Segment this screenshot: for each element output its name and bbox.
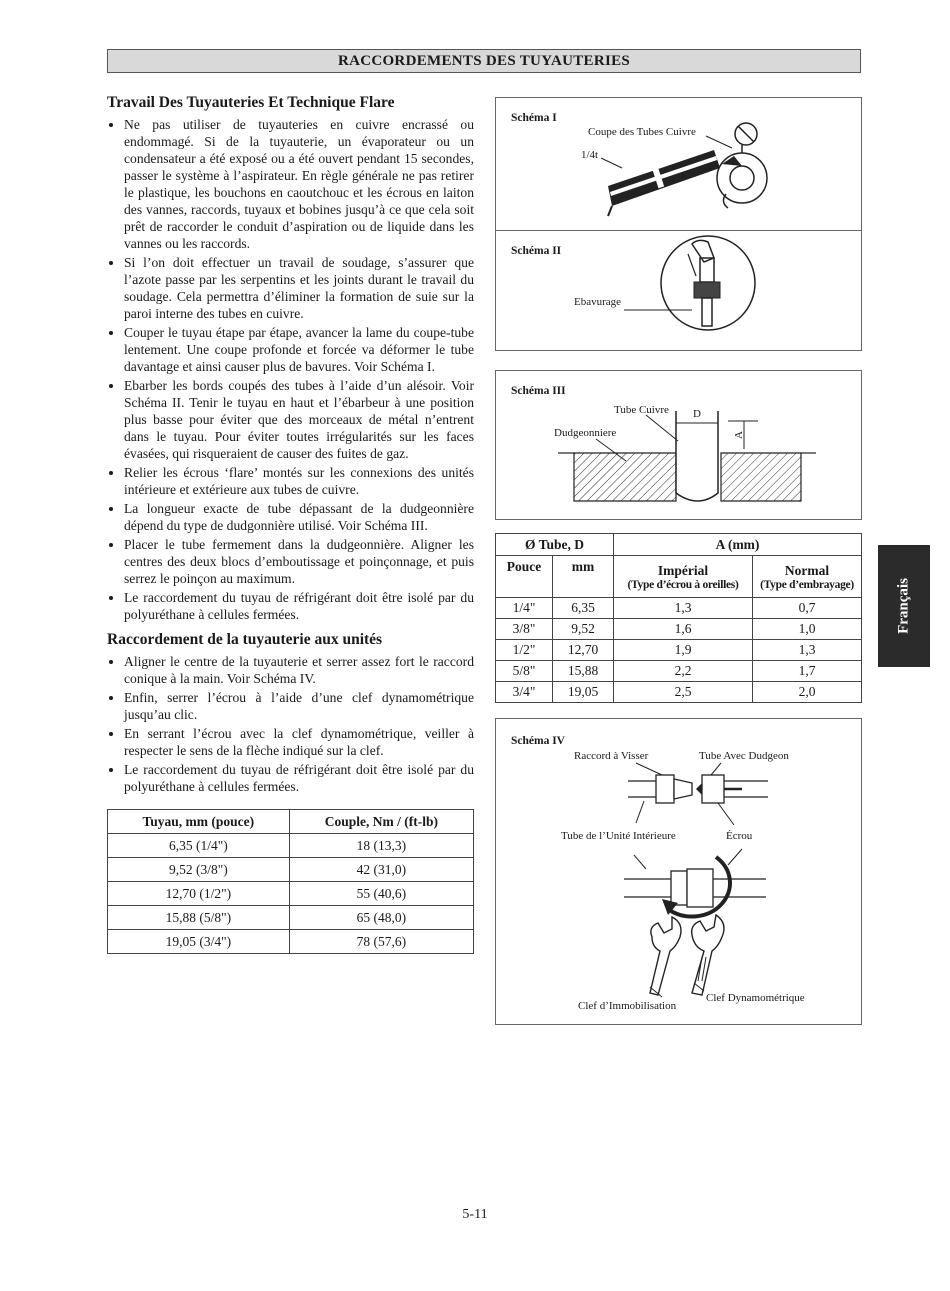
imperial-label: Impérial [657, 562, 709, 578]
table-cell: 3/4" [496, 682, 553, 703]
list-item: • En serrant l’écrou avec la clef dynamométrique, veiller à respecter le sens de la flèche indiqué sur la clef. [124, 725, 474, 759]
label-dimension-a: A [733, 431, 745, 439]
table-cell: 15,88 [553, 661, 614, 682]
list-item: • Relier les écrous ‘flare’ montés sur les connexions des unités intérieure et extérieure aux tubes de cuivre. [124, 464, 474, 498]
table-cell: 1/4" [496, 598, 553, 619]
label-deburr: Ebavurage [574, 296, 622, 308]
list-item: • Ne pas utiliser de tuyauteries en cuivre encrassé ou endommagé. Si de la tuyauterie, un évaporateur ou un condensateur a été exposé ou a été ouvert pendant 15 secondes, passer le système à l’aspirateur. En règle générale ne pas retirer le plastique, les bouchons en caoutchouc et les écrous en laiton des vannes, raccords, tuyaux et bobines jusqu’à ce que cela soit prêt de raccorder le conduit d’aspiration ou de liquide dans les vannes ou les raccords. [124, 116, 474, 252]
table-header: mm [553, 556, 614, 598]
normal-sublabel: (Type d’embrayage) [760, 578, 854, 591]
list-item: • Placer le tube fermement dans la dudgeonnière. Aligner les centres des deux blocs d’emboutissage et poinçonnage, et puis serrez le poinçon au maximum. [124, 536, 474, 587]
table-header-row [496, 534, 862, 556]
schema-2-title: Schéma II [511, 245, 562, 257]
table-header-row [496, 556, 862, 598]
list-item: • Si l’on doit effectuer un travail de soudage, s’assurer que l’azote passe par les serpentins et les joints durant le travail du soudage. Cela permettra d’éliminer la formation de suie sur la paroi interne des tubes en cuivre. [124, 254, 474, 322]
table-cell: 18 (13,3) [289, 834, 473, 858]
table-row [496, 640, 862, 661]
schema-4-drawing [496, 719, 861, 1024]
normal-label: Normal [784, 562, 830, 578]
schema-3-drawing [496, 371, 861, 519]
schema-panel-4 [495, 718, 862, 1025]
table-cell: 1,3 [753, 640, 862, 661]
section-heading-connection: Raccordement de la tuyauterie aux unités [107, 631, 383, 648]
table-cell: 9,52 [553, 619, 614, 640]
schema-4-title: Schéma IV [511, 735, 565, 747]
list-item: • Couper le tuyau étape par étape, avancer la lame du coupe-tube lentement. Une coupe profonde et forcée va déformer le tube davantage et ainsi causer plus de bavures. Voir Schéma I. [124, 324, 474, 375]
label-fitting: Raccord à Visser [574, 750, 649, 762]
table-cell: 55 (40,6) [289, 882, 473, 906]
table-cell: 12,70 (1/2") [108, 882, 290, 906]
list-item: • Aligner le centre de la tuyauterie et serrer assez fort le raccord conique à la main. Voir Schéma IV. [124, 653, 474, 687]
table-cell: 9,52 (3/8") [108, 858, 290, 882]
table-cell: 42 (31,0) [289, 858, 473, 882]
table-cell: 12,70 [553, 640, 614, 661]
deburr-drawing [661, 236, 755, 330]
table-cell: 78 (57,6) [289, 930, 473, 954]
page-number: 5-11 [462, 1207, 488, 1222]
table-cell: 2,5 [614, 682, 753, 703]
table-row [108, 906, 474, 930]
label-torque-wrench: Clef Dynamométrique [706, 992, 805, 1004]
table-cell: 1,3 [614, 598, 753, 619]
table-cell: 19,05 [553, 682, 614, 703]
table-row [108, 858, 474, 882]
tube-cutter-drawing [717, 123, 767, 208]
torque-wrench-drawing [692, 915, 724, 995]
connection-bullet-list [107, 653, 474, 795]
table-cell: 1,9 [614, 640, 753, 661]
table-cell: 3/8" [496, 619, 553, 640]
schema-1-title: Schéma I [511, 112, 557, 124]
section-heading-flare: Travail Des Tuyauteries Et Technique Flare [107, 94, 395, 111]
table-row [108, 834, 474, 858]
schema-1-2-drawing [496, 98, 861, 350]
table-cell: 6,35 (1/4") [108, 834, 290, 858]
table-cell: 6,35 [553, 598, 614, 619]
label-holding-wrench: Clef d’Immobilisation [578, 1000, 677, 1012]
table-cell: 1,7 [753, 661, 862, 682]
flare-dimension-table [495, 533, 862, 703]
list-item: • Le raccordement du tuyau de réfrigérant doit être isolé par du polyuréthane à cellules fermées. [124, 589, 474, 623]
label-quarter-turn: 1/4t [581, 149, 599, 161]
table-cell: 0,7 [753, 598, 862, 619]
table-cell: 5/8" [496, 661, 553, 682]
table-cell: 2,0 [753, 682, 862, 703]
page-header-title: RACCORDEMENTS DES TUYAUTERIES [107, 49, 861, 73]
table-row [108, 882, 474, 906]
label-copper-tube: Tube Cuivre [614, 404, 669, 416]
language-tab-label: Français [895, 578, 912, 634]
list-item: • Le raccordement du tuyau de réfrigérant doit être isolé par du polyuréthane à cellules fermées. [124, 761, 474, 795]
language-tab [878, 545, 930, 667]
list-item: • Ebarber les bords coupés des tubes à l’aide d’un alésoir. Voir Schéma II. Tenir le tuyau en haut et l’ébarbeur à une position plus basse pour éviter que des morceaux de métal n’entrent dans le tuyau. Pour éviter toutes irrégularités sur les faces évasées, qui risqueraient de causer des fuites de gaz. [124, 377, 474, 462]
schema-panel-3 [495, 370, 862, 520]
table-cell: 19,05 (3/4") [108, 930, 290, 954]
table-header: A (mm) [614, 534, 862, 556]
torque-table [107, 809, 474, 954]
copper-tube-drawing [608, 150, 720, 216]
list-item: • La longueur exacte de tube dépassant de la dudgeonnière dépend du type de dudgonnière utilisé. Voir Schéma III. [124, 500, 474, 534]
label-cutter: Coupe des Tubes Cuivre [588, 126, 696, 138]
table-cell: 1,6 [614, 619, 753, 640]
label-flaring-tool: Dudgeonniere [554, 427, 617, 439]
table-row [496, 661, 862, 682]
schema-panel-1-2 [495, 97, 862, 351]
table-cell: 1/2" [496, 640, 553, 661]
holding-wrench-drawing [650, 917, 681, 995]
table-header: Tuyau, mm (pouce) [108, 810, 290, 834]
schema-3-title: Schéma III [511, 385, 566, 397]
table-header-row [108, 810, 474, 834]
table-row [496, 682, 862, 703]
table-header: Pouce [496, 556, 553, 598]
table-header-imperial [614, 556, 753, 598]
table-header: Ø Tube, D [496, 534, 614, 556]
label-flared-tube: Tube Avec Dudgeon [699, 750, 789, 762]
label-dimension-d: D [693, 408, 701, 420]
table-row [496, 598, 862, 619]
left-column [107, 94, 474, 954]
imperial-sublabel: (Type d’écrou à oreilles) [627, 578, 739, 591]
table-row [108, 930, 474, 954]
label-indoor-tube: Tube de l’Unité Intérieure [561, 830, 676, 842]
label-nut: Écrou [726, 830, 753, 842]
table-cell: 2,2 [614, 661, 753, 682]
flare-bullet-list [107, 116, 474, 623]
table-cell: 65 (48,0) [289, 906, 473, 930]
list-item: • Enfin, serrer l’écrou à l’aide d’une clef dynamométrique jusqu’au clic. [124, 689, 474, 723]
table-row [496, 619, 862, 640]
table-header-normal [753, 556, 862, 598]
table-header: Couple, Nm / (ft-lb) [289, 810, 473, 834]
table-cell: 15,88 (5/8") [108, 906, 290, 930]
table-cell: 1,0 [753, 619, 862, 640]
